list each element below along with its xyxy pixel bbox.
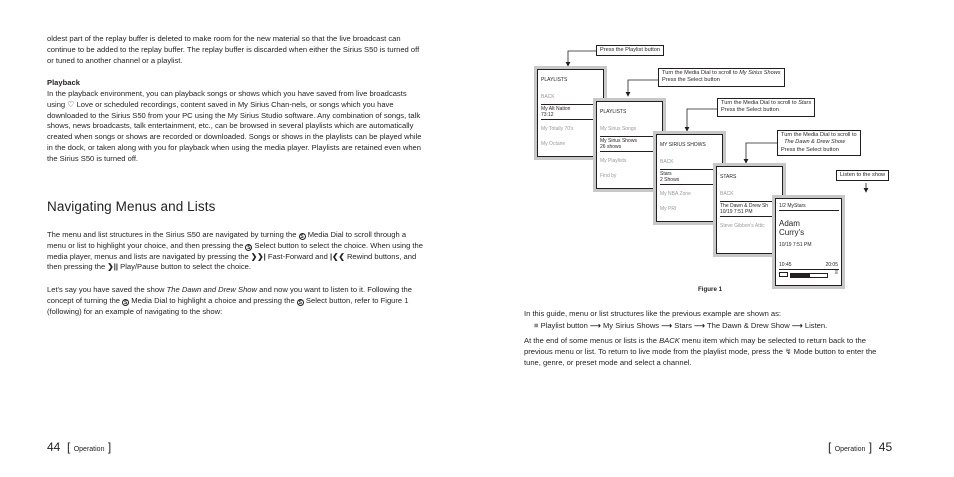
mode-icon: ↯: [785, 346, 792, 356]
example-text-b: and now you want to listen to it. Following the concept of turning the: [47, 285, 412, 305]
media-dial-icon: S: [124, 299, 128, 306]
nav-text-b: Media Dial to scroll through a menu or list to highlight your choice, and then pressing the: [47, 230, 407, 250]
back-item: BACK: [720, 191, 734, 197]
arrow-icon: ⟶: [694, 321, 705, 330]
list-item: Steve Gibbon's Attic: [720, 223, 765, 229]
arrow-icon: ⟶: [791, 321, 803, 330]
playlist-icon: ≡: [834, 270, 838, 276]
right-folio: [ Operation ] 45: [828, 440, 893, 454]
callout-stars: Turn the Media Dial to scroll to Stars Press the Select button: [717, 98, 815, 117]
list-item: My PRI: [660, 206, 677, 212]
back-paragraph: [524, 336, 894, 368]
nav-text-a: The menu and list structures in the Sirius S50 are navigated by turning the: [47, 230, 297, 239]
now-playing-header: 1/2 MyStars: [779, 203, 806, 209]
screen-my-sirius-shows: [656, 134, 723, 222]
nav-text-c: Select button to select the choice. When using the media player, menus and lists are navigated by pressing the: [47, 240, 423, 261]
connector-4: [746, 143, 777, 163]
elapsed-time: 10:45: [779, 262, 792, 268]
screen-stars: [716, 166, 783, 254]
now-playing-title: Adam Curry's: [779, 219, 805, 237]
guide-intro: In this guide, menu or list structures like the previous example are shown as:: [524, 309, 782, 318]
example-text-a: Let's say you have saved the show: [47, 285, 165, 294]
back-text-a: At the end of some menus or lists is the: [524, 336, 657, 345]
progress-fill: [791, 274, 810, 277]
back-text-b: menu item which may be selected to return back to the previous menu or list. To return to live mode from the playlist mode, press the: [524, 336, 866, 356]
nav-text-f: Play/Pause button to select the choice.: [120, 262, 252, 272]
now-playing-time: 10/19 7:51 PM: [779, 242, 812, 248]
selected-item: The Dawn & Drew Sh 10/19 7:51 PM: [720, 201, 776, 217]
nav-text-e: Rewind buttons, and then pressing the: [47, 251, 417, 272]
path-step: Stars: [674, 321, 692, 330]
callout-playlist: Press the Playlist button: [596, 45, 664, 56]
rewind-icon: |❮❮: [329, 251, 345, 261]
section-label-right: Operation: [834, 446, 866, 453]
playback-heading: Playback: [47, 78, 80, 87]
intro-paragraph: oldest part of the replay buffer is deleted to make room for the new material so that the live broadcast can continue to be added to the replay buffer. The replay buffer is discarded when either the Sirius S50 is turned off or tuned to another channel or a playlist.: [47, 34, 420, 65]
selected-item: My Sirius Shows 26 shows: [600, 136, 656, 152]
selected-item: My Alt Nation 73:12: [541, 104, 597, 120]
page-number-left: 44: [47, 440, 61, 454]
select-icon: S: [247, 244, 251, 251]
heart-icon: ♡: [67, 99, 75, 109]
back-item: BACK: [541, 94, 555, 100]
screen-playlists-2: [596, 101, 663, 189]
fast-forward-icon: ❯❯|: [250, 251, 266, 261]
arrow-icon: ⟶: [589, 321, 601, 330]
total-time: 20:05: [825, 262, 838, 268]
screen-title: PLAYLISTS: [600, 109, 627, 115]
back-text-c: Mode button to enter the tune, genre, or preset mode and select a channel.: [524, 346, 877, 367]
left-folio: 44 [ Operation ]: [47, 440, 112, 454]
playback-text-a: In the playback environment, you can playback songs or shows which you have saved from live broadcasts using: [47, 89, 407, 109]
path-step: Listen.: [804, 321, 828, 330]
path-step: My Sirius Shows: [602, 321, 660, 330]
screen-title: PLAYLISTS: [541, 77, 568, 83]
example-show-title: The Dawn and Drew Show: [166, 285, 257, 294]
list-item: My NBA Zone: [660, 191, 691, 197]
playlist-icon: ≡: [534, 321, 539, 330]
screen-playlists: [537, 69, 604, 157]
playback-text-b: Love or scheduled recordings, content saved in My Sirius Chan-nels, or songs which you have downloaded to the Sirius S50 from your PC using the My Sirius Studio software. Any combination of songs, talk shows, news broadcasts, talk entertainment, etc., can be browsed in several playlists which are automatically created when songs or shows are recorded or downloaded. Songs or shows in the playlists can be played while in the dock, or taken along with you for playback when using the media player. Playlists are retained even when the Sirius S50 is turned off.: [47, 99, 422, 163]
connector-2: [628, 80, 658, 96]
menu-path: [534, 321, 904, 332]
list-item: My Playlists: [600, 158, 627, 164]
example-text-c: Media Dial to highlight a choice and pressing the: [131, 295, 295, 305]
arrow-icon: ⟶: [661, 321, 673, 330]
progress-bar: [790, 273, 828, 278]
example-text-d: Select button, refer to Figure 1 (following) for an example of navigating to the show:: [47, 295, 409, 316]
list-item: My Octane: [541, 141, 566, 147]
page-number-right: 45: [878, 440, 893, 454]
connector-3: [687, 109, 717, 131]
path-step: The Dawn & Drew Show: [706, 321, 790, 330]
list-item: My Totally 70's: [541, 126, 574, 132]
nav-text-d: Fast-Forward and: [267, 251, 328, 261]
back-item: BACK: [660, 159, 674, 165]
section-label-left: Operation: [73, 446, 105, 453]
section-title: Navigating Menus and Lists: [47, 199, 216, 214]
callout-my-sirius-shows: Turn the Media Dial to scroll to My Sirius Shows Press the Select button: [658, 68, 785, 87]
screen-title: MY SIRIUS SHOWS: [660, 142, 706, 148]
screen-title: STARS: [720, 174, 737, 180]
media-dial-icon: S: [300, 234, 304, 240]
screen-now-playing: [775, 198, 842, 286]
list-item: My Sirius Songs: [600, 126, 637, 132]
figure-caption: Figure 1: [698, 286, 723, 293]
select-icon: S: [298, 299, 302, 306]
back-word: BACK: [659, 336, 680, 345]
play-pause-icon: ❯||: [107, 262, 119, 272]
connector-1: [568, 51, 596, 66]
callout-dawn-drew: Turn the Media Dial to scroll to The Dawn & Drew Show Press the Select button: [777, 130, 861, 156]
battery-icon: [779, 272, 788, 277]
path-step: Playlist button: [540, 321, 588, 330]
list-item: Find by: [600, 173, 617, 179]
callout-listen: Listen to the show: [836, 170, 889, 181]
selected-item: Stars 2 Shows: [660, 169, 716, 185]
